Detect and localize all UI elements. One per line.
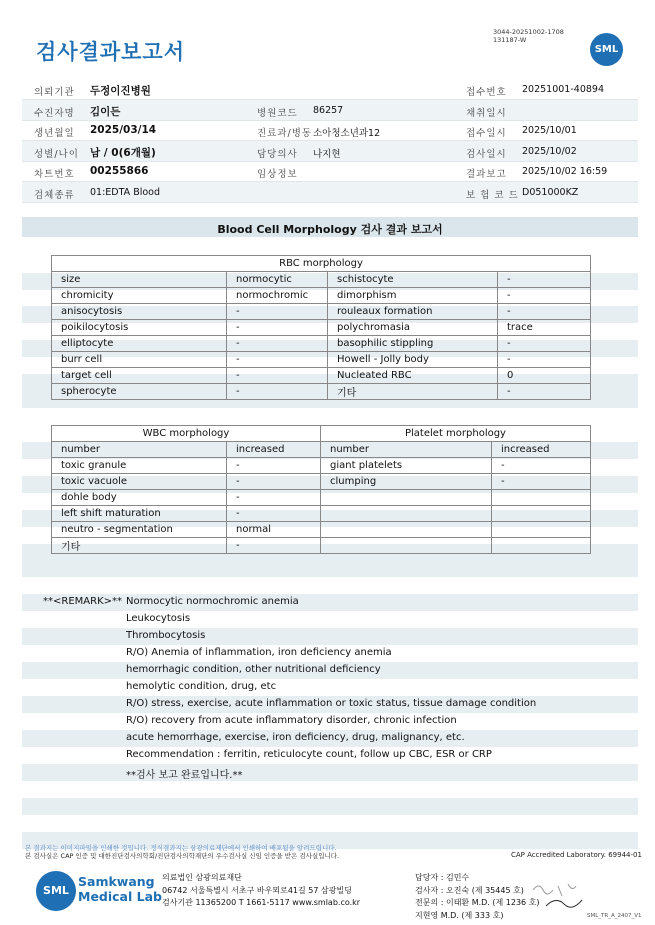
table-row [52,304,591,320]
header-label: 수진자명 [34,108,75,119]
document-title: 검사결과보고서 [36,40,186,64]
signature-icon [528,878,588,912]
sml-footer-logo-icon: SML [36,871,76,911]
header-label: 성별/나이 [34,149,79,160]
table-cell: number [52,442,227,458]
header-value: 나지현 [313,149,341,160]
header-value: 남 / 0(6개월) [90,147,156,159]
table-cell: burr cell [52,352,227,368]
remark-line: R/O) Anemia of inflammation, iron deficiency anemia [126,647,392,658]
table-cell: - [498,352,591,368]
table-cell: normal [227,522,321,538]
table-cell [492,490,591,506]
table-cell: Nucleated RBC [328,368,498,384]
table-row [52,506,591,522]
header-value: 2025/03/14 [90,124,157,136]
document-id [493,28,564,44]
remark-line: Recommendation : ferritin, reticulocyte count, follow up CBC, ESR or CRP [126,749,492,760]
remark-line: Normocytic normochromic anemia [126,596,299,607]
table-cell: - [227,490,321,506]
table-row [52,384,591,400]
table-cell: normocytic [227,272,328,288]
table-cell [492,522,591,538]
accreditation-notice: 본 검사실은 CAP 인증 및 대한진단검사의학회/진단검사의학재단의 우수검사실 신임 인증을 받은 검사실입니다. [25,852,340,860]
header-label: 병원코드 [257,108,298,119]
rbc-table-title: RBC morphology [52,256,591,272]
table-cell: increased [492,442,591,458]
sml-logo-icon: SML [590,33,623,66]
table-cell: - [492,458,591,474]
table-row [52,474,591,490]
table-cell: target cell [52,368,227,384]
table-row [52,442,591,458]
table-cell: - [498,272,591,288]
staff-line: 전문의 : 이태환 M.D. (제 1236 호) [415,898,540,907]
remark-line: hemolytic condition, drug, etc [126,681,277,692]
platelet-table-title: Platelet morphology [321,426,591,442]
header-label: 검체종류 [34,190,75,201]
wbc-table-title: WBC morphology [52,426,321,442]
header-value: 2025/10/02 [522,146,577,157]
row-stripe [22,798,638,815]
table-cell: - [227,368,328,384]
table-cell [321,522,492,538]
org-info [162,872,360,910]
table-cell: rouleaux formation [328,304,498,320]
staff-line: 지현영 M.D. (제 333 호) [415,910,504,920]
remark-line: acute hemorrhage, exercise, iron deficiency, drug, malignancy, etc. [126,732,465,743]
remark-label: **<REMARK>** [43,596,122,607]
table-cell: dimorphism [328,288,498,304]
document-id-line-1: 3044-20251002-1708 [493,28,564,36]
table-cell: elliptocyte [52,336,227,352]
table-cell: 0 [498,368,591,384]
table-row [52,490,591,506]
header-row [22,141,638,162]
header-label: 생년월일 [34,128,75,139]
header-value: D051000KZ [522,187,579,198]
staff-line: 검사자 : 오진숙 (제 35445 호) [415,885,524,895]
staff-line: 담당자 : 김민수 [415,873,470,882]
table-cell: basophilic stippling [328,336,498,352]
table-cell: - [227,474,321,490]
table-cell: Howell - Jolly body [328,352,498,368]
form-code: SML_TR_A_2407_V1 [587,913,642,919]
table-cell [321,538,492,554]
table-cell: - [227,352,328,368]
header-label: 진료과/병동 [257,128,313,139]
table-row [52,320,591,336]
org-info-line: 06742 서울특별시 서초구 바우뫼로41길 57 삼광빌딩 [162,885,352,895]
row-stripe [22,628,638,645]
header-value: 20251001-40894 [522,84,605,95]
table-cell: neutro - segmentation [52,522,227,538]
header-value: 01:EDTA Blood [90,187,161,198]
table-row [52,538,591,554]
table-cell: - [227,506,321,522]
remark-line: R/O) recovery from acute inflammatory disorder, chronic infection [126,715,457,726]
remark-line: **검사 보고 완료입니다.** [126,770,243,781]
table-cell: giant platelets [321,458,492,474]
rbc-morphology-table [51,255,591,400]
table-cell: poikilocytosis [52,320,227,336]
row-stripe [22,560,638,577]
table-cell: left shift maturation [52,506,227,522]
header-value: 2025/10/02 16:59 [522,166,608,177]
header-label: 보 험 코 드 [466,190,519,201]
table-cell: - [227,320,328,336]
table-cell [492,506,591,522]
header-value: 86257 [313,105,344,116]
image-notice: 본 결과지는 이미지파일을 인쇄한 것입니다. 정식결과지는 삼광의료재단에서 인쇄하여 배포됨을 알려드립니다. [25,844,337,852]
table-cell: toxic vacuole [52,474,227,490]
table-cell: - [498,384,591,400]
header-row [22,120,638,141]
table-cell [321,490,492,506]
lab-name-line-1: Samkwang [78,874,155,889]
header-value: 00255866 [90,165,149,177]
table-cell: - [498,288,591,304]
header-label: 접수일시 [466,128,507,139]
table-cell: anisocytosis [52,304,227,320]
remark-line: R/O) stress, exercise, acute inflammation or toxic status, tissue damage condition [126,698,537,709]
header-row [22,182,638,203]
table-row [52,336,591,352]
table-cell: clumping [321,474,492,490]
table-cell: spherocyte [52,384,227,400]
remark-line: Leukocytosis [126,613,191,624]
org-info-line: 의료법인 삼광의료재단 [162,873,242,882]
header-label: 임상정보 [257,169,298,180]
header-label: 의뢰기관 [34,87,75,98]
table-row [52,352,591,368]
table-row [52,522,591,538]
table-cell: - [227,384,328,400]
table-cell: toxic granule [52,458,227,474]
header-label: 담당의사 [257,149,298,160]
table-cell: 기타 [328,384,498,400]
org-info-line: 검사기관 11365200 T 1661-5117 www.smlab.co.kr [162,898,361,907]
remark-line: Thrombocytosis [126,630,206,641]
table-row [52,458,591,474]
table-cell: increased [227,442,321,458]
table-cell: dohle body [52,490,227,506]
table-cell: - [227,336,328,352]
table-cell: - [227,538,321,554]
table-row [52,368,591,384]
header-label: 접수번호 [466,87,507,98]
cap-accreditation: CAP Accredited Laboratory. 69944-01 [511,851,642,859]
remark-line: hemorrhagic condition, other nutritional deficiency [126,664,381,675]
table-cell: size [52,272,227,288]
table-cell [321,506,492,522]
header-value: 소아청소년과12 [313,128,381,139]
table-cell: - [492,474,591,490]
table-row [52,288,591,304]
table-cell: - [227,304,328,320]
header-value: 두정이진병원 [90,85,151,97]
table-cell: schistocyte [328,272,498,288]
row-stripe [22,764,638,781]
table-cell: - [227,458,321,474]
table-cell: - [498,336,591,352]
table-row [52,272,591,288]
table-cell: 기타 [52,538,227,554]
table-cell [492,538,591,554]
header-row [22,161,638,182]
table-cell: polychromasia [328,320,498,336]
wbc-platelet-morphology-table [51,425,591,554]
table-cell: - [498,304,591,320]
header-label: 채취일시 [466,108,507,119]
header-label: 검사일시 [466,149,507,160]
table-cell: chromicity [52,288,227,304]
table-cell: normochromic [227,288,328,304]
staff-info [415,872,540,922]
lab-name [78,874,162,904]
header-label: 차트번호 [34,169,75,180]
header-value: 2025/10/01 [522,125,577,136]
header-row [22,100,638,121]
header-row [22,79,638,100]
table-cell: number [321,442,492,458]
lab-name-line-2: Medical Lab [78,889,162,904]
table-cell: trace [498,320,591,336]
header-label: 결과보고 [466,169,507,180]
report-title: Blood Cell Morphology 검사 결과 보고서 [217,223,443,236]
document-id-line-2: 131187-W [493,36,527,44]
header-value: 김이든 [90,106,121,118]
